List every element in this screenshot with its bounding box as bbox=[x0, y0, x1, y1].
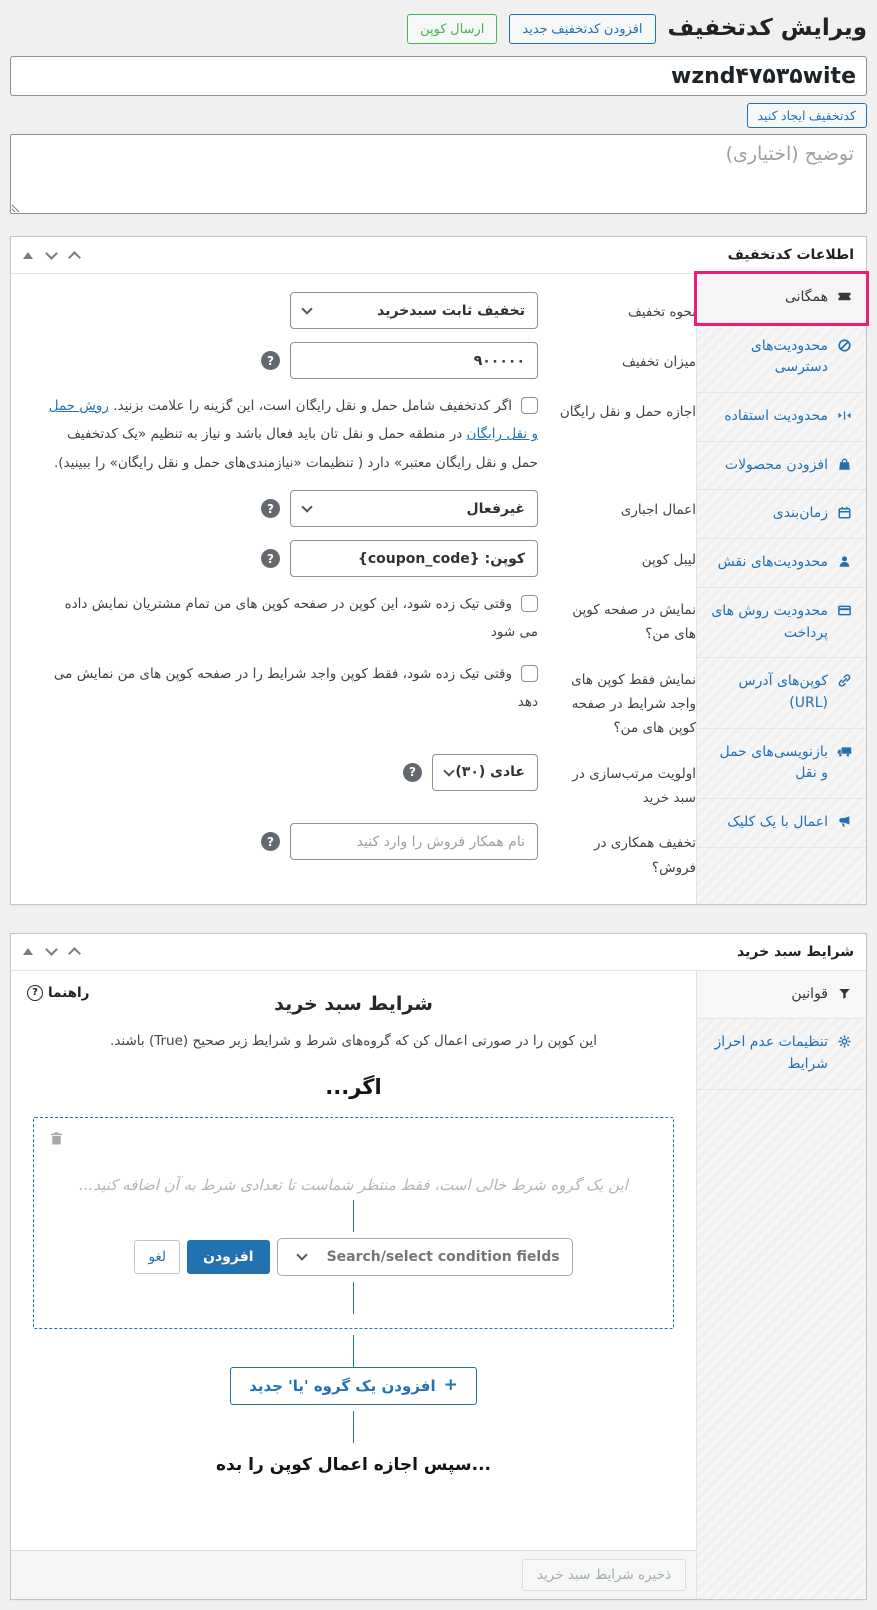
sort-priority-label: اولویت مرتب‌سازی در سبد خرید bbox=[572, 765, 696, 806]
discount-type-label: نحوه تخفیف bbox=[627, 304, 696, 320]
megaphone-icon bbox=[836, 814, 852, 829]
page-header bbox=[10, 10, 867, 56]
coupon-data-tabs bbox=[696, 274, 866, 904]
show-my-coupons-checkbox[interactable] bbox=[521, 595, 538, 612]
coupon-data-header bbox=[11, 237, 866, 274]
affiliate-label: تخفیف همکاری در فروش؟ bbox=[593, 835, 696, 876]
tab-url-coupons[interactable] bbox=[697, 658, 866, 728]
question-circle-icon: ? bbox=[27, 985, 43, 1001]
add-condition-button[interactable]: افزودن bbox=[187, 1240, 270, 1274]
select-placeholder: Search/select condition fields bbox=[326, 1248, 560, 1265]
chevron-down-icon[interactable] bbox=[45, 247, 58, 260]
trash-icon[interactable] bbox=[48, 1130, 65, 1147]
tab-label: محدودیت روش های پرداخت bbox=[711, 602, 828, 641]
cart-conditions-panel bbox=[11, 971, 696, 1550]
help-icon[interactable]: ? bbox=[261, 832, 280, 851]
tab-one-click-apply[interactable] bbox=[697, 799, 866, 848]
help-icon[interactable]: ? bbox=[261, 549, 280, 568]
ticket-icon bbox=[836, 289, 852, 304]
filter-icon bbox=[836, 986, 852, 1001]
tab-shipping-overrides[interactable] bbox=[697, 729, 866, 799]
selected-value: تخفیف ثابت سبدخرید bbox=[377, 302, 525, 319]
card-icon bbox=[836, 603, 852, 618]
coupon-data-metabox bbox=[10, 236, 867, 905]
amount-input[interactable] bbox=[290, 342, 538, 379]
tab-access-restrictions[interactable] bbox=[697, 323, 866, 393]
chevron-up-icon[interactable] bbox=[68, 947, 81, 960]
cart-conditions-tabs bbox=[696, 971, 866, 1599]
field-force-apply bbox=[11, 490, 696, 527]
then-label: ...سپس اجازه اعمال کوپن را بده bbox=[216, 1454, 491, 1475]
tab-general[interactable] bbox=[697, 274, 866, 323]
help-icon[interactable]: ? bbox=[261, 351, 280, 370]
free-shipping-text: اگر کدتخفیف شامل حمل و نقل رایگان است، این گزینه را علامت بزنید. روش حمل و نقل رایگان در منطقه حمل و نقل تان باید فعال باشد و نیاز به تنظیم «یک کدتخفیف حمل و نقل رایگان معتبر» دارد ( تنظیمات «نیازمندی‌های حمل و نقل رایگان» را ببینید). bbox=[48, 398, 538, 471]
create-code-row bbox=[10, 96, 867, 134]
tab-label: زمان‌بندی bbox=[772, 505, 828, 522]
metabox-title: شرایط سبد خرید bbox=[737, 943, 854, 960]
field-show-eligible-only bbox=[11, 660, 696, 741]
truck-icon bbox=[836, 744, 852, 759]
connector-line bbox=[353, 1335, 354, 1367]
add-or-group-button[interactable]: + افزودن یک گروه 'یا' جدید bbox=[230, 1367, 477, 1405]
affiliate-input[interactable] bbox=[290, 823, 538, 860]
if-label: اگر... bbox=[325, 1074, 382, 1099]
free-shipping-method-link[interactable]: روش حمل و نقل رایگان bbox=[48, 398, 538, 443]
chevron-down-icon bbox=[301, 303, 312, 314]
show-my-coupons-label: نمایش در صفحه کوپن های من؟ bbox=[572, 602, 696, 643]
chevron-up-icon[interactable] bbox=[68, 251, 81, 264]
gear-icon bbox=[836, 1034, 852, 1049]
tab-payment-methods[interactable] bbox=[697, 588, 866, 658]
metabox-handles bbox=[23, 249, 79, 262]
coupon-label-label: لیبل کوپن bbox=[641, 552, 696, 569]
order-up-icon[interactable] bbox=[23, 948, 33, 955]
force-apply-select[interactable] bbox=[290, 490, 538, 527]
send-coupon-button[interactable]: ارسال کوپن bbox=[407, 14, 497, 44]
field-discount-type bbox=[11, 292, 696, 329]
field-free-shipping bbox=[11, 392, 696, 477]
bag-icon bbox=[836, 457, 852, 472]
connector-line bbox=[353, 1282, 354, 1314]
calendar-icon bbox=[836, 505, 852, 520]
field-affiliate bbox=[11, 823, 696, 880]
order-up-icon[interactable] bbox=[23, 252, 33, 259]
condition-group bbox=[33, 1117, 674, 1329]
sort-priority-select[interactable] bbox=[432, 754, 538, 791]
chevron-down-icon bbox=[443, 765, 454, 776]
conditions-heading: شرایط سبد خرید bbox=[274, 992, 433, 1015]
tab-add-products[interactable] bbox=[697, 442, 866, 491]
show-eligible-only-checkbox[interactable] bbox=[521, 665, 538, 682]
generate-code-button[interactable]: کدتخفیف ایجاد کنید bbox=[747, 103, 868, 128]
tab-label: محدودیت‌های نقش bbox=[717, 554, 828, 571]
tab-label: همگانی bbox=[784, 289, 828, 305]
user-icon bbox=[836, 554, 852, 569]
tab-non-qualifying-settings[interactable] bbox=[697, 1019, 866, 1089]
link-icon bbox=[836, 673, 852, 688]
show-my-coupons-text: وقتی تیک زده شود، این کوپن در صفحه کوپن های من تمام مشتریان نمایش داده می شود bbox=[64, 596, 538, 641]
tab-role-restrictions[interactable] bbox=[697, 539, 866, 588]
chevron-down-icon bbox=[301, 501, 312, 512]
description-textarea[interactable] bbox=[10, 134, 867, 214]
cancel-button[interactable]: لغو bbox=[134, 1240, 180, 1274]
coupon-data-panel bbox=[11, 274, 696, 904]
tab-schedule[interactable] bbox=[697, 490, 866, 539]
plus-icon: + bbox=[443, 1375, 458, 1396]
connector-line bbox=[353, 1411, 354, 1443]
amount-label: میزان تخفیف bbox=[621, 354, 696, 370]
condition-add-row bbox=[34, 1238, 673, 1276]
page-title: ویرایش کدتخفیف bbox=[667, 15, 867, 42]
tab-label: تنظیمات عدم احراز شرایط bbox=[714, 1034, 828, 1073]
show-eligible-only-label: نمایش فقط کوپن های واجد شرایط در صفحه کوپن های من؟ bbox=[571, 671, 696, 737]
field-amount bbox=[11, 342, 696, 379]
tab-label: افزودن محصولات bbox=[724, 456, 828, 473]
tab-label: قوانین bbox=[791, 985, 828, 1002]
coupon-code-input[interactable] bbox=[10, 56, 867, 96]
discount-type-select[interactable] bbox=[290, 292, 538, 329]
help-icon[interactable]: ? bbox=[261, 499, 280, 518]
tab-label: بازنویسی‌های حمل و نقل bbox=[719, 743, 828, 782]
tab-label: محدودیت استفاده bbox=[724, 408, 828, 425]
tab-label: محدودیت‌های دسترسی bbox=[750, 337, 828, 376]
field-sort-priority bbox=[11, 754, 696, 811]
selected-value: عادی (۳۰) bbox=[455, 764, 525, 781]
conditions-footer bbox=[11, 1550, 696, 1599]
selected-value: غیرفعال bbox=[466, 500, 525, 517]
field-show-my-coupons bbox=[11, 590, 696, 647]
tab-usage-limit[interactable] bbox=[697, 393, 866, 442]
free-shipping-checkbox[interactable] bbox=[521, 397, 538, 414]
save-conditions-button[interactable]: ذخیره شرایط سبد خرید bbox=[522, 1559, 686, 1591]
block-icon bbox=[836, 338, 852, 353]
chevron-down-icon[interactable] bbox=[45, 943, 58, 956]
force-apply-label: اعمال اجباری bbox=[620, 502, 696, 519]
cart-conditions-metabox bbox=[10, 933, 867, 1600]
field-coupon-label bbox=[11, 540, 696, 577]
condition-fields-select[interactable] bbox=[277, 1238, 573, 1276]
coupon-label-input[interactable] bbox=[290, 540, 538, 577]
connector-line bbox=[353, 1200, 354, 1232]
metabox-title: اطلاعات کدتخفیف bbox=[727, 247, 854, 263]
cart-conditions-header bbox=[11, 934, 866, 971]
help-link[interactable]: راهنما ? bbox=[27, 985, 89, 1001]
tab-label: اعمال با یک کلیک bbox=[727, 813, 828, 830]
usage-limit-icon bbox=[836, 408, 852, 423]
add-new-coupon-button[interactable]: افزودن کدتخفیف جدید bbox=[509, 14, 655, 44]
help-icon[interactable]: ? bbox=[403, 763, 422, 782]
empty-group-message: این یک گروه شرط خالی است، فقط منتظر شماست تا تعدادی شرط به آن اضافه کنید... bbox=[79, 1175, 628, 1194]
show-eligible-only-text: وقتی تیک زده شود، فقط کوپن واجد شرایط را در صفحه کوپن های من نمایش می دهد bbox=[53, 665, 538, 711]
free-shipping-label: اجازه حمل و نقل رایگان bbox=[559, 404, 696, 420]
tab-rules[interactable] bbox=[697, 971, 866, 1020]
tab-label: کوپن‌های آدرس (URL) bbox=[738, 673, 828, 711]
metabox-handles bbox=[23, 945, 79, 958]
conditions-description: این کوپن را در صورتی اعمال کن که گروه‌های شرط و شرایط زیر صحیح (True) باشند. bbox=[110, 1032, 597, 1049]
